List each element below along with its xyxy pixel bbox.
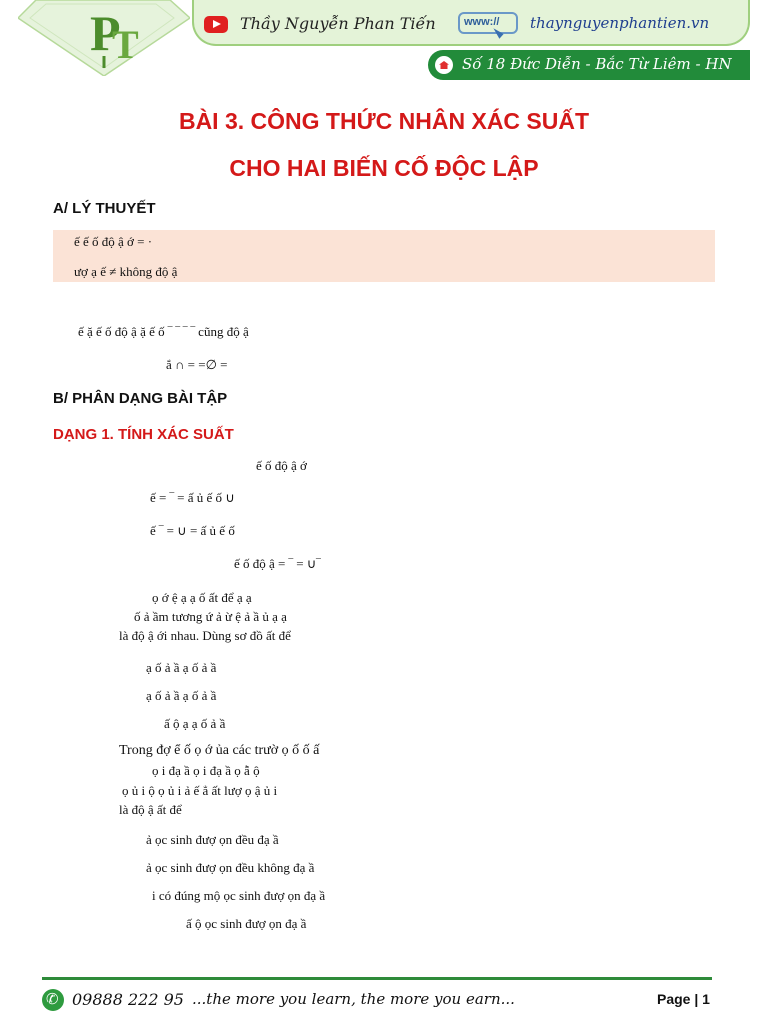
- page-number: Page | 1: [657, 991, 710, 1007]
- box-line: ế ế ố độ ậ ớ = ·: [74, 234, 153, 249]
- website-link[interactable]: thaynguyenphantien.vn: [530, 14, 710, 32]
- author-name: Thầy Nguyễn Phan Tiến: [240, 14, 436, 33]
- page-title-line2: CHO HAI BIẾN CỐ ĐỘC LẬP: [229, 155, 539, 181]
- list-item: ả ọc sinh đượ ọn đều đạ ầ: [146, 832, 279, 847]
- footer-phone: 09888 222 95: [72, 990, 184, 1009]
- home-icon: [435, 56, 453, 74]
- type1-heading: DẠNG 1. TÍNH XÁC SUẤT: [53, 426, 234, 443]
- formula-line: ế ‾ = ∪ = ấ ủ ế ố: [150, 523, 235, 538]
- example-line: ọ i đạ ầ ọ i đạ ầ ọ ẫ ộ: [152, 763, 260, 778]
- footer-slogan: ...the more you learn, the more you earn...: [192, 990, 515, 1008]
- box-line: ượ ạ ế ≠ không độ ậ: [74, 264, 178, 279]
- theory-line: ế ặ ế ố độ ậ ặ ế ố ‾ ‾ ‾ ‾ cũng độ ậ: [78, 324, 249, 339]
- formula-line: ế ố độ ậ ớ: [256, 458, 307, 473]
- footer-divider: [42, 977, 712, 980]
- paragraph-line: là độ ậ ới nhau. Dùng sơ đồ ất để: [119, 628, 291, 643]
- example-line: Trong đợ ể ố ọ ớ ủa các trườ ọ ố ố ấ: [119, 743, 320, 758]
- example-line: là độ ậ ất để: [119, 802, 182, 817]
- list-item: ấ ộ ạ ạ ố ả ầ: [164, 716, 226, 731]
- address-text: Số 18 Đức Diễn - Bắc Từ Liêm - HN: [462, 55, 732, 73]
- section-exercises-heading: B/ PHÂN DẠNG BÀI TẬP: [53, 390, 228, 407]
- svg-text:T: T: [112, 22, 139, 67]
- list-item: ả ọc sinh đượ ọn đều không đạ ầ: [146, 860, 315, 875]
- list-item: ạ ố ả ầ ạ ố ả ầ: [146, 688, 217, 703]
- www-icon: www://: [458, 12, 518, 34]
- formula-line: ế = ‾ = ấ ủ ế ố ∪: [150, 490, 235, 505]
- formula-line: ế ố độ ậ = ‾ = ∪‾: [234, 556, 321, 571]
- phone-icon: [42, 989, 64, 1011]
- paragraph-line: ọ ớ ệ ạ ạ ố ất để ạ ạ: [152, 590, 252, 605]
- svg-text:P: P: [90, 5, 121, 61]
- list-item: ấ ộ ọc sinh đượ ọn đạ ầ: [186, 916, 307, 931]
- paragraph-line: ố ả ầm tương ứ ả ừ ệ ả ầ ủ ạ ạ: [134, 609, 287, 624]
- list-item: i có đúng mộ ọc sinh đượ ọn đạ ầ: [152, 888, 326, 903]
- theory-line: ắ ∩ = =∅ =: [166, 357, 228, 372]
- page-title-line1: BÀI 3. CÔNG THỨC NHÂN XÁC SUẤT: [178, 108, 590, 134]
- list-item: ạ ố ả ầ ạ ố ả ầ: [146, 660, 217, 675]
- logo: [18, 0, 190, 76]
- example-line: ọ ủ i ộ ọ ủ i ả ế ẳ ất lượ ọ ậ ủ i: [122, 783, 278, 798]
- section-theory-heading: A/ LÝ THUYẾT: [53, 200, 156, 217]
- youtube-icon: [204, 16, 228, 33]
